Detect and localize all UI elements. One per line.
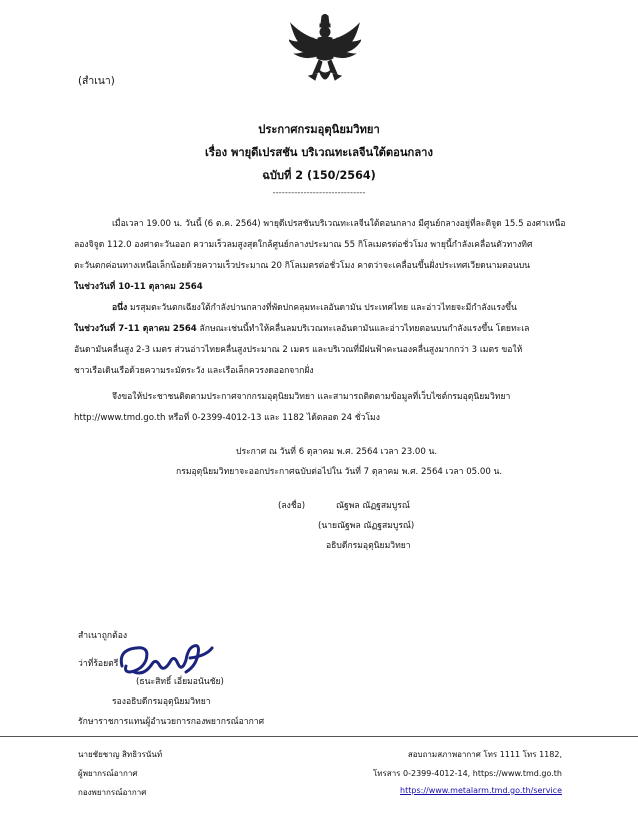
signature-name: ณัฐพล ณัฏฐสมบูรณ์ xyxy=(336,501,410,511)
footer-contact-phone: สอบถามสภาพอากาศ โทร 1111 โทร 1182, xyxy=(407,750,562,759)
paragraph-2-line-2 xyxy=(74,321,529,335)
certifier-rank: ว่าที่ร้อยตรี xyxy=(78,659,119,669)
certifier-acting: รักษาราชการแทนผู้อำนวยการกองพยากรณ์อากาศ xyxy=(78,717,265,727)
paragraph-2-line-1-text: มรสุมตะวันตกเฉียงใต้กำลังปานกลางที่พัดปกคลุมทะเลอันดามัน ประเทศไทย และอ่าวไทยจะมีกำลังแรงขึ้น xyxy=(127,303,517,313)
title-divider: ------------------------------ xyxy=(272,188,366,198)
paragraph-2-line-3: อันดามันคลื่นสูง 2-3 เมตร ส่วนอ่าวไทยคลื่นสูงประมาณ 2 เมตร และบริเวณที่มีฝนฟ้าคะนองคลื่นสูงมากกว่า 3 เมตร ขอให้ xyxy=(74,345,523,355)
announce-date: ประกาศ ณ วันที่ 6 ตุลาคม พ.ศ. 2564 เวลา 23.00 น. xyxy=(236,447,438,457)
paragraph-3-line-2: http://www.tmd.go.th หรือที่ 0-2399-4012-13 และ 1182 ได้ตลอด 24 ชั่วโมง xyxy=(74,413,380,423)
next-announcement: กรมอุตุนิยมวิทยาจะออกประกาศฉบับต่อไปใน วันที่ 7 ตุลาคม พ.ศ. 2564 เวลา 05.00 น. xyxy=(176,467,503,477)
certifier-name: (ธนะสิทธิ์ เอี่ยมอนันชัย) xyxy=(136,677,224,687)
copy-label: (สำเนา) xyxy=(78,75,115,87)
footer-division: กองพยากรณ์อากาศ xyxy=(78,788,147,797)
paragraph-1-line-3: ตะวันตกค่อนทางเหนือเล็กน้อยด้วยความเร็วประมาณ 20 กิโลเมตรต่อชั่วโมง คาดว่าจะเคลื่อนขึ้นฝั่งประเทศเวียดนามตอนบน xyxy=(74,261,531,271)
footer-service-link[interactable]: https://www.metalarm.tmd.go.th/service xyxy=(400,786,562,795)
garuda-emblem xyxy=(289,14,361,88)
footer-forecaster-name: นายชัยชาญ สิทธิวรนันท์ xyxy=(78,750,163,759)
announcement-subject: เรื่อง พายุดีเปรสชัน บริเวณทะเลจีนใต้ตอนกลาง xyxy=(205,146,433,159)
paragraph-2-lead: อนึ่ง xyxy=(112,303,128,313)
paragraph-1-line-4: ในช่วงวันที่ 10-11 ตุลาคม 2564 xyxy=(74,282,203,292)
announcement-title: ประกาศกรมอุตุนิยมวิทยา xyxy=(258,123,380,136)
footer-forecaster-title: ผู้พยากรณ์อากาศ xyxy=(78,769,138,778)
footer-contact-fax: โทรสาร 0-2399-4012-14, https://www.tmd.go.th xyxy=(372,769,562,778)
signer-full-name: (นายณัฐพล ณัฏฐสมบูรณ์) xyxy=(318,521,415,531)
footer-divider xyxy=(0,736,638,737)
signer-position: อธิบดีกรมอุตุนิยมวิทยา xyxy=(326,541,411,551)
paragraph-3-line-1: จึงขอให้ประชาชนติดตามประกาศจากกรมอุตุนิยมวิทยา และสามารถติดตามข้อมูลที่เว็บไซต์กรมอุตุนิยมวิทยา xyxy=(112,392,511,402)
certifier-position: รองอธิบดีกรมอุตุนิยมวิทยา xyxy=(112,697,211,707)
paragraph-2-dates: ในช่วงวันที่ 7-11 ตุลาคม 2564 xyxy=(74,324,197,334)
announcement-issue: ฉบับที่ 2 (150/2564) xyxy=(262,169,376,182)
paragraph-2-line-4: ชาวเรือเดินเรือด้วยความระมัดระวัง และเรือเล็กควรงดออกจากฝั่ง xyxy=(74,366,314,376)
certified-copy: สำเนาถูกต้อง xyxy=(78,631,128,641)
paragraph-2-line-1 xyxy=(112,300,517,314)
paragraph-2-line-2-text: ลักษณะเช่นนี้ทำให้คลื่นลมบริเวณทะเลอันดามันและอ่าวไทยตอนบนกำลังแรงขึ้น โดยทะเล xyxy=(196,324,530,334)
sign-label: (ลงชื่อ) xyxy=(278,501,306,511)
paragraph-1-line-1: เมื่อเวลา 19.00 น. วันนี้ (6 ต.ค. 2564) พายุดีเปรสชันบริเวณทะเลจีนใต้ตอนกลาง มีศูนย์กลางอยู่ที่ละติจูด 15.5 องศาเหนือ xyxy=(112,219,566,229)
paragraph-1-line-2: ลองจิจูด 112.0 องศาตะวันออก ความเร็วลมสูงสุดใกล้ศูนย์กลางประมาณ 55 กิโลเมตรต่อชั่วโมง พายุนี้กำลังเคลื่อนตัวทางทิศ xyxy=(74,240,533,250)
